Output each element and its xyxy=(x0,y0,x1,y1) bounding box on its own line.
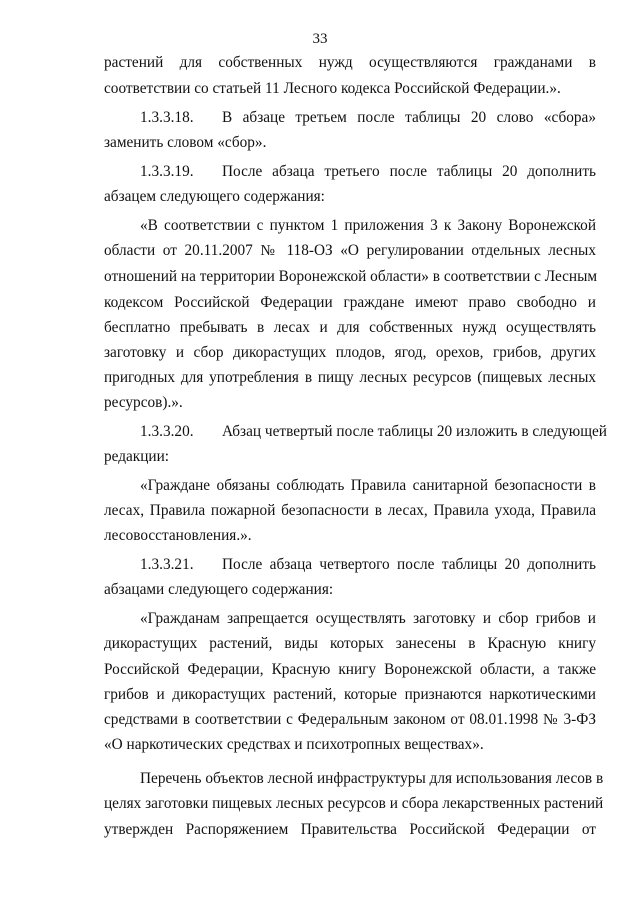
text-line: абзацем следующего содержания: xyxy=(104,188,325,205)
text-line: редакции: xyxy=(104,448,170,465)
text-line: заготовку и сбор дикорастущих плодов, ягод, орехов, грибов, других xyxy=(104,344,596,361)
text-line: лесах, Правила пожарной безопасности в лесах, Правила ухода, Правила xyxy=(104,502,596,519)
clause-number: 1.3.3.18. xyxy=(140,109,194,126)
text-line: бесплатно пребывать в лесах и для собственных нужд осуществлять xyxy=(104,319,596,336)
text-line: «Гражданам запрещается осуществлять заготовку и сбор грибов и xyxy=(140,610,596,627)
text-line: заменить словом «сбор». xyxy=(104,134,267,151)
paragraph-1-3-3-21 xyxy=(140,556,596,574)
text-line: «О наркотических средствах и психотропных веществах». xyxy=(104,736,484,753)
paragraph-1-3-3-20 xyxy=(140,423,607,441)
text-line: «В соответствии с пунктом 1 приложения 3 к Закону Воронежской xyxy=(140,217,596,234)
text-line: утвержден Распоряжением Правительства Российской Федерации от xyxy=(104,821,596,838)
text-line: соответствии со статьей 11 Лесного кодекса Российской Федерации.». xyxy=(104,80,561,97)
text-line: ресурсов).». xyxy=(104,394,183,411)
text-line: грибов и дикорастущих растений, которые признаются наркотическими xyxy=(104,686,596,703)
clause-number: 1.3.3.21. xyxy=(140,556,194,573)
clause-number: 1.3.3.19. xyxy=(140,163,194,180)
text-line: В абзаце третьем после таблицы 20 слово «сбора» xyxy=(222,109,596,126)
paragraph-1-3-3-18 xyxy=(140,109,596,127)
text-line: Российской Федерации, Красную книгу Воронежской области, а также xyxy=(104,661,596,678)
clause-number: 1.3.3.20. xyxy=(140,423,194,440)
text-line: кодексом Российской Федерации граждане имеют право свободно и xyxy=(104,294,596,311)
text-line: Перечень объектов лесной инфраструктуры для использования лесов в xyxy=(140,770,604,787)
text-line: средствами в соответствии с Федеральным законом от 08.01.1998 № 3-ФЗ xyxy=(104,711,596,728)
text-line: дикорастущих растений, виды которых занесены в Красную книгу xyxy=(104,635,596,652)
page-number: 33 xyxy=(312,31,328,47)
paragraph-1-3-3-19 xyxy=(140,163,596,181)
text-line: «Граждане обязаны соблюдать Правила санитарной безопасности в xyxy=(140,477,596,494)
text-line: После абзаца четвертого после таблицы 20 дополнить xyxy=(222,556,596,573)
text-line: растений для собственных нужд осуществляются гражданами в xyxy=(104,54,596,71)
text-line: После абзаца третьего после таблицы 20 дополнить xyxy=(222,163,596,180)
text-line: абзацами следующего содержания: xyxy=(104,581,334,598)
text-line: Абзац четвертый после таблицы 20 изложить в следующей xyxy=(222,423,607,440)
text-line: лесовосстановления.». xyxy=(104,527,252,544)
text-line: области от 20.11.2007 № 118-ОЗ «О регулировании отдельных лесных xyxy=(104,242,596,259)
text-line: целях заготовки пищевых лесных ресурсов и сбора лекарственных растений xyxy=(104,795,604,812)
text-line: отношений на территории Воронежской области» в соответствии с Лесным xyxy=(104,268,598,285)
text-line: пригодных для употребления в пищу лесных ресурсов (пищевых лесных xyxy=(104,369,596,386)
